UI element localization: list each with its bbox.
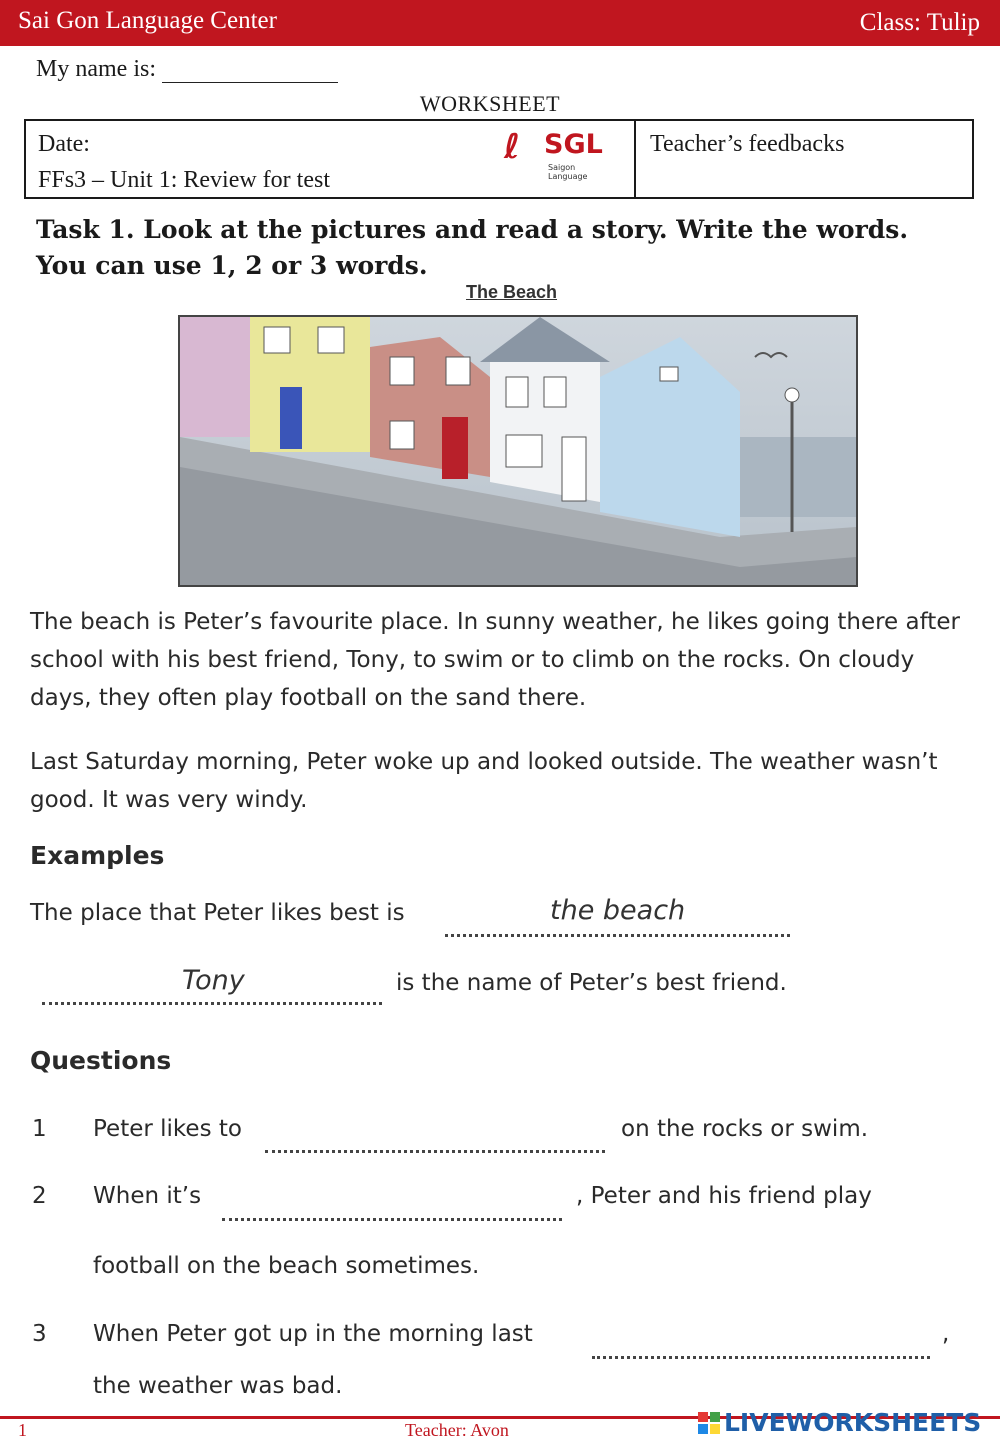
- examples-heading: Examples: [30, 841, 165, 870]
- question-1-text-after: on the rocks or swim.: [621, 1116, 869, 1142]
- question-2-text: When it’s: [93, 1183, 202, 1209]
- class-label: Class: Tulip: [859, 9, 980, 36]
- info-left-cell: [26, 121, 636, 197]
- question-2-number: 2: [32, 1183, 47, 1209]
- question-1-number: 1: [32, 1116, 47, 1142]
- question-1-text: Peter likes to: [93, 1116, 242, 1142]
- question-1-answer-blank[interactable]: [265, 1150, 605, 1153]
- name-row: [36, 56, 338, 83]
- teacher-label: Teacher: Avon: [405, 1420, 509, 1440]
- example-1-text: The place that Peter likes best is: [30, 900, 405, 926]
- question-3-text: When Peter got up in the morning last: [93, 1321, 533, 1347]
- question-2-text-line2: football on the beach sometimes.: [93, 1253, 480, 1279]
- questions-heading: Questions: [30, 1046, 172, 1075]
- logo-subtext: Saigon Language: [548, 163, 588, 181]
- picture-title: The Beach: [466, 282, 558, 302]
- name-input-line[interactable]: [162, 60, 338, 83]
- logo-swirl-icon: ℓ: [504, 127, 521, 167]
- worksheet-title: WORKSHEET: [419, 91, 561, 116]
- name-label: My name is:: [36, 56, 156, 82]
- question-3-number: 3: [32, 1321, 47, 1347]
- date-label: Date:: [38, 131, 90, 157]
- liveworksheets-logo-icon: [698, 1412, 720, 1434]
- feedback-label: Teacher’s feedbacks: [650, 131, 845, 157]
- header-bar: [0, 0, 1000, 46]
- question-3-answer-blank[interactable]: [592, 1356, 930, 1359]
- story-paragraph-1: The beach is Peter’s favourite place. In sunny weather, he likes going there after school with his best friend, Tony, to swim or to climb on the rocks. On cloudy days, they often play football on the sand there.: [30, 609, 960, 711]
- beach-illustration: [178, 315, 858, 587]
- example-1-answer: the beach: [550, 895, 686, 926]
- liveworksheets-brand[interactable]: LIVEWORKSHEETS: [724, 1408, 982, 1437]
- story-paragraph-2: Last Saturday morning, Peter woke up and looked outside. The weather wasn’t good. It was very windy.: [30, 749, 938, 813]
- question-3-text-after: ,: [942, 1321, 950, 1347]
- unit-label: FFs3 – Unit 1: Review for test: [38, 167, 330, 193]
- question-2-answer-blank[interactable]: [222, 1218, 562, 1221]
- question-3-text-line2: the weather was bad.: [93, 1373, 343, 1399]
- logo-text: SGL: [544, 129, 603, 160]
- example-2-answer: Tony: [182, 965, 245, 996]
- question-2-text-after: , Peter and his friend play: [576, 1183, 872, 1209]
- example-1-answer-line: [445, 934, 790, 937]
- center-name: Sai Gon Language Center: [18, 7, 277, 34]
- page-number: 1: [18, 1420, 27, 1440]
- example-2-answer-line: [42, 1002, 382, 1005]
- info-table: [24, 119, 974, 199]
- street-houses-image: [180, 317, 856, 585]
- example-2-text: is the name of Peter’s best friend.: [396, 970, 787, 996]
- sgl-logo: [504, 127, 614, 181]
- task-title: Task 1. Look at the pictures and read a story. Write the words. You can use 1, 2 or 3 words.: [36, 215, 909, 280]
